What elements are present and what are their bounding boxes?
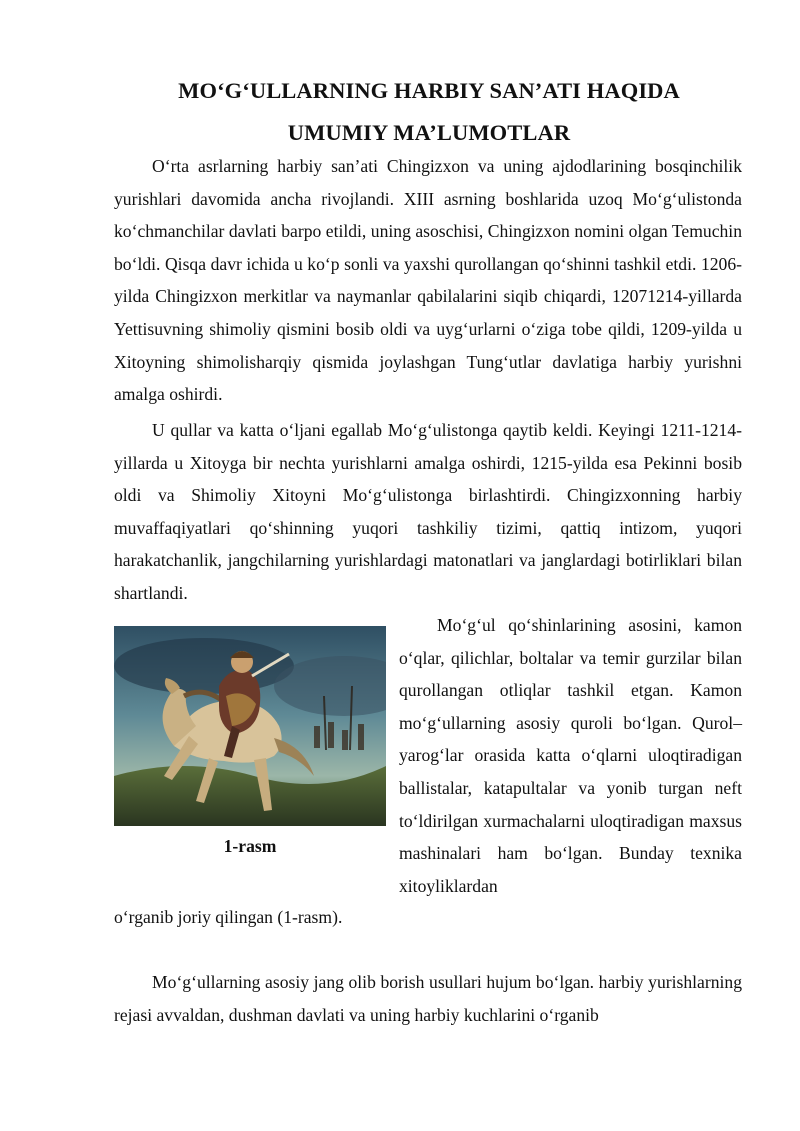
paragraph-3-tail: o‘rganib joriy qilingan (1-rasm).: [114, 907, 343, 927]
paragraph-2: U qullar va katta o‘ljani egallab Mo‘g‘ulistonga qaytib keldi. Keyingi 1211-1214-yillarda u Xitoyga bir nechta yurishlarni amalga oshirdi, 1215-yilda esa Pekinni bosib oldi va Shimoliy Xitoyni Mo‘g‘ulistonga birlashtirdi. Chingizxonning harbiy muvaffaqiyatlari qo‘shinning yuqori tashkiliy tizimi, qattiq intizom, yuqori harakatchanlik, jangchilarning yurishlardagi matonatlari va janglardagi botirliklari bilan shartlandi.: [114, 420, 742, 603]
title-line-1: MO‘G‘ULLARNING HARBIY SAN’ATI HAQIDA: [178, 78, 680, 103]
paragraph-1: O‘rta asrlarning harbiy san’ati Chingizxon va uning ajdodlarining bosqinchilik yurishlari davomida ancha rivojlandi. XIII asrning boshlarida uzoq Mo‘g‘ulistonda ko‘chmanchilar davlati barpo etildi, uning asoschisi, Chingizxon nomini olgan Temuchin bo‘ldi. Qisqa davr ichida u ko‘p sonli va yaxshi qurollangan qo‘shinni tashkil etdi. 1206-yilda Chingizxon merkitlar va naymanlar qabilalarini siqib chiqardi, 12071214-yillarda Yettisuvning shimoliy qismini bosib oldi va uyg‘urlarni o‘ziga tobe qildi, 1209-yilda u Xitoyning shimolisharqiy qismida joylashgan Tung‘utlar davlatiga harbiy yurishni amalga oshirdi.: [114, 156, 742, 405]
paragraph-4: Mo‘g‘ullarning asosiy jang olib borish usullari hujum bo‘lgan. harbiy yurishlarning rejasi avvaldan, dushman davlati va uning harbiy kuchlarini o‘rganib: [114, 972, 742, 1025]
painting-illustration: [114, 626, 386, 826]
paragraph-3: Mo‘g‘ul qo‘shinlarining asosini, kamon o‘qlar, qilichlar, boltalar va temir gurzilar bilan qurollangan otliqlar tashkil etgan. Kamon mo‘g‘ullarning asosiy quroli bo‘lgan. Qurol–yarog‘lar orasida katta o‘qlarni uloqtiradigan ballistalar, katapultalar va yonib turgan neft to‘ldirilgan xurmachalarni uloqtiradigan maxsus mashinalari ham bo‘lgan. Bunday texnika xitoyliklardan: [399, 615, 742, 896]
title-line-2: UMUMIY MA’LUMOTLAR: [287, 120, 571, 145]
figure-caption: 1-rasm: [223, 836, 277, 856]
figure-mongol-horseman-painting: [114, 626, 386, 826]
